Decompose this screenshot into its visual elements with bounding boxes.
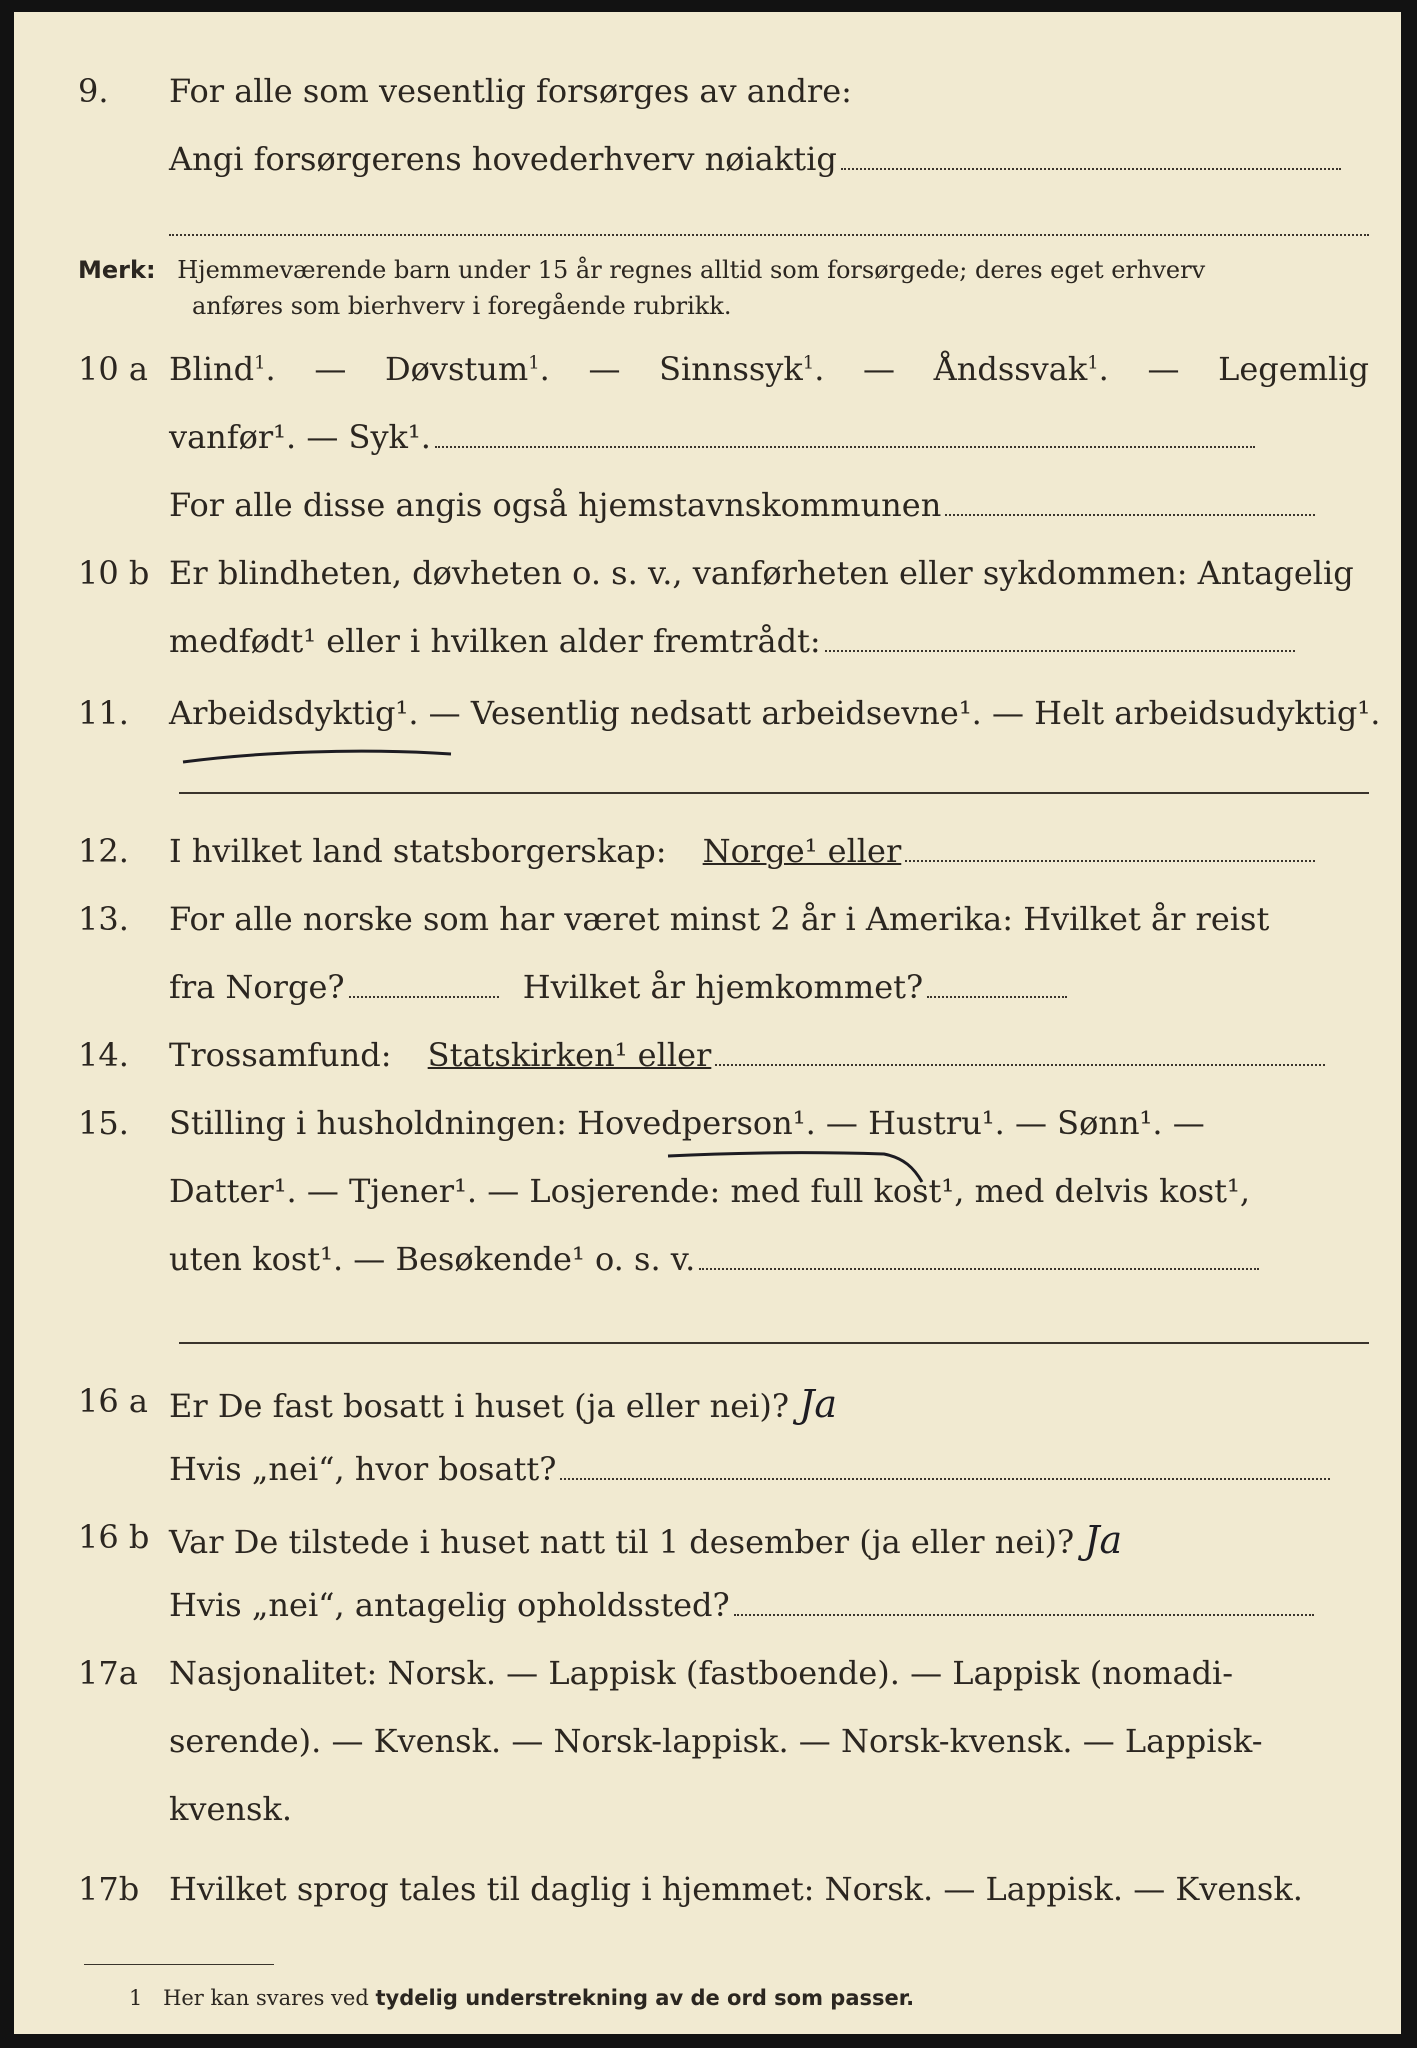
question-10b-line2	[14, 622, 1401, 682]
handwritten-answer[interactable]: Ja	[799, 1382, 838, 1426]
note	[78, 256, 1205, 284]
question-number: 9.	[78, 72, 109, 110]
answer-line[interactable]	[927, 995, 1067, 998]
footnote-divider	[84, 1964, 274, 1965]
answer-line[interactable]	[699, 1267, 1259, 1270]
question-10a: 10 a Blind$^1$. — Døvstum$^1$. — Sinnssyk$^1$. — Åndssvak$^1$. — Legemlig	[78, 350, 1369, 388]
footnote-text-bold: tydelig understrekning av de ord som passer.	[375, 1986, 915, 2010]
question-text: Angi forsørgerens hovederhverv nøiaktig	[169, 140, 837, 178]
answer-marked: Statskirken¹ eller	[427, 1036, 712, 1074]
answer-line[interactable]	[715, 1063, 1325, 1066]
question-text: Var De tilstede i huset natt til 1 desember (ja eller nei)?	[169, 1523, 1075, 1561]
note-text-line2: anføres som bierhverv i foregående rubrikk.	[192, 292, 732, 320]
question-number: 13.	[78, 900, 129, 938]
question-15-line3	[14, 1240, 1401, 1300]
footnote-text: Her kan svares ved	[163, 1986, 369, 2010]
option-dovstum: Døvstum$^1$.	[384, 350, 550, 388]
footnote	[129, 1986, 914, 2010]
handwritten-underline	[179, 732, 459, 772]
question-number: 12.	[78, 832, 129, 870]
question-text: Stilling i husholdningen: Hovedperson¹. — Hustru¹. — Sønn¹. —	[169, 1104, 1205, 1142]
question-9	[14, 72, 1401, 132]
handwritten-answer[interactable]: Ja	[1084, 1518, 1123, 1562]
answer-line[interactable]	[825, 649, 1295, 652]
answer-line[interactable]	[560, 1477, 1330, 1480]
question-text: serende). — Kvensk. — Norsk-lappisk. — Norsk-kvensk. — Lappisk-	[169, 1722, 1263, 1760]
question-text: Nasjonalitet: Norsk. — Lappisk (fastboende). — Lappisk (nomadi-	[169, 1654, 1234, 1692]
question-16b-line2	[14, 1586, 1401, 1646]
option-blind: Blind$^1$.	[169, 350, 276, 388]
question-number: 10 b	[78, 554, 150, 592]
question-text: Datter¹. — Tjener¹. — Losjerende: med full kost¹, med delvis kost¹,	[169, 1172, 1251, 1210]
question-text: uten kost¹. — Besøkende¹ o. s. v.	[169, 1240, 696, 1278]
question-number: 11.	[78, 694, 129, 732]
question-9-line2	[14, 140, 1401, 200]
question-text: For alle disse angis også hjemstavnskommunen	[169, 486, 942, 524]
question-16a-line2	[14, 1450, 1401, 1510]
question-text: Hvilket sprog tales til daglig i hjemmet: Norsk. — Lappisk. — Kvensk.	[169, 1870, 1303, 1908]
question-number: 17b	[78, 1870, 140, 1908]
question-16a	[14, 1382, 1401, 1442]
question-text: For alle som vesentlig forsørges av andre:	[169, 72, 852, 110]
question-15-line2	[14, 1172, 1401, 1232]
question-14	[14, 1036, 1401, 1096]
option-legemlig: Legemlig	[1218, 350, 1369, 388]
note-text: Hjemmeværende barn under 15 år regnes alltid som forsørgede; deres eget erhverv	[177, 256, 1206, 284]
question-10b	[14, 554, 1401, 614]
question-text: Trossamfund:	[169, 1036, 392, 1074]
question-text: For alle norske som har været minst 2 år i Amerika: Hvilket år reist	[169, 900, 1270, 938]
question-13	[14, 900, 1401, 960]
question-17a-line3	[14, 1790, 1401, 1850]
answer-line[interactable]	[734, 1613, 1314, 1616]
answer-line[interactable]	[905, 859, 1315, 862]
question-16b	[14, 1518, 1401, 1578]
question-10a-line3	[14, 486, 1401, 546]
question-text: Hvis „nei“, hvor bosatt?	[169, 1450, 557, 1488]
question-13-line2	[14, 968, 1401, 1028]
answer-marked: Norge¹ eller	[702, 832, 902, 870]
answer-line[interactable]	[435, 445, 1255, 448]
question-12	[14, 832, 1401, 892]
answer-line[interactable]	[169, 234, 1369, 236]
option-sinnssyk: Sinnssyk$^1$.	[659, 350, 825, 388]
question-text: Hvis „nei“, antagelig opholdssted?	[169, 1586, 730, 1624]
question-number: 16 b	[78, 1518, 150, 1556]
question-number: 14.	[78, 1036, 129, 1074]
question-text: kvensk.	[169, 1790, 292, 1828]
question-17b	[14, 1870, 1401, 1930]
question-number: 17a	[78, 1654, 138, 1692]
answer-line[interactable]	[179, 1342, 1369, 1344]
question-number: 15.	[78, 1104, 129, 1142]
answer-line[interactable]	[349, 995, 499, 998]
question-number: 16 a	[78, 1382, 148, 1420]
option-andssvak: Åndssvak$^1$.	[933, 350, 1109, 388]
census-form-page	[14, 12, 1401, 2034]
question-17a-line2	[14, 1722, 1401, 1782]
question-text: medfødt¹ eller i hvilken alder fremtrådt:	[169, 622, 821, 660]
question-10a-line2	[14, 418, 1401, 478]
footnote-mark: 1	[129, 1986, 143, 2010]
question-text: Er blindheten, døvheten o. s. v., vanførheten eller sykdommen: Antagelig	[169, 554, 1354, 592]
question-text: fra Norge?	[169, 968, 345, 1006]
question-text: Er De fast bosatt i huset (ja eller nei)?	[169, 1387, 790, 1425]
question-number: 10 a	[78, 350, 148, 388]
question-text: vanfør¹. — Syk¹.	[169, 418, 431, 456]
answer-line[interactable]	[179, 792, 1369, 794]
question-17a	[14, 1654, 1401, 1714]
answer-line[interactable]	[945, 513, 1315, 516]
answer-line[interactable]	[841, 167, 1341, 170]
question-text: I hvilket land statsborgerskap:	[169, 832, 667, 870]
question-text: Hvilket år hjemkommet?	[522, 968, 924, 1006]
note-label: Merk:	[78, 256, 156, 284]
question-text: Arbeidsdyktig¹. — Vesentlig nedsatt arbeidsevne¹. — Helt arbeidsudyktig¹.	[169, 694, 1381, 732]
